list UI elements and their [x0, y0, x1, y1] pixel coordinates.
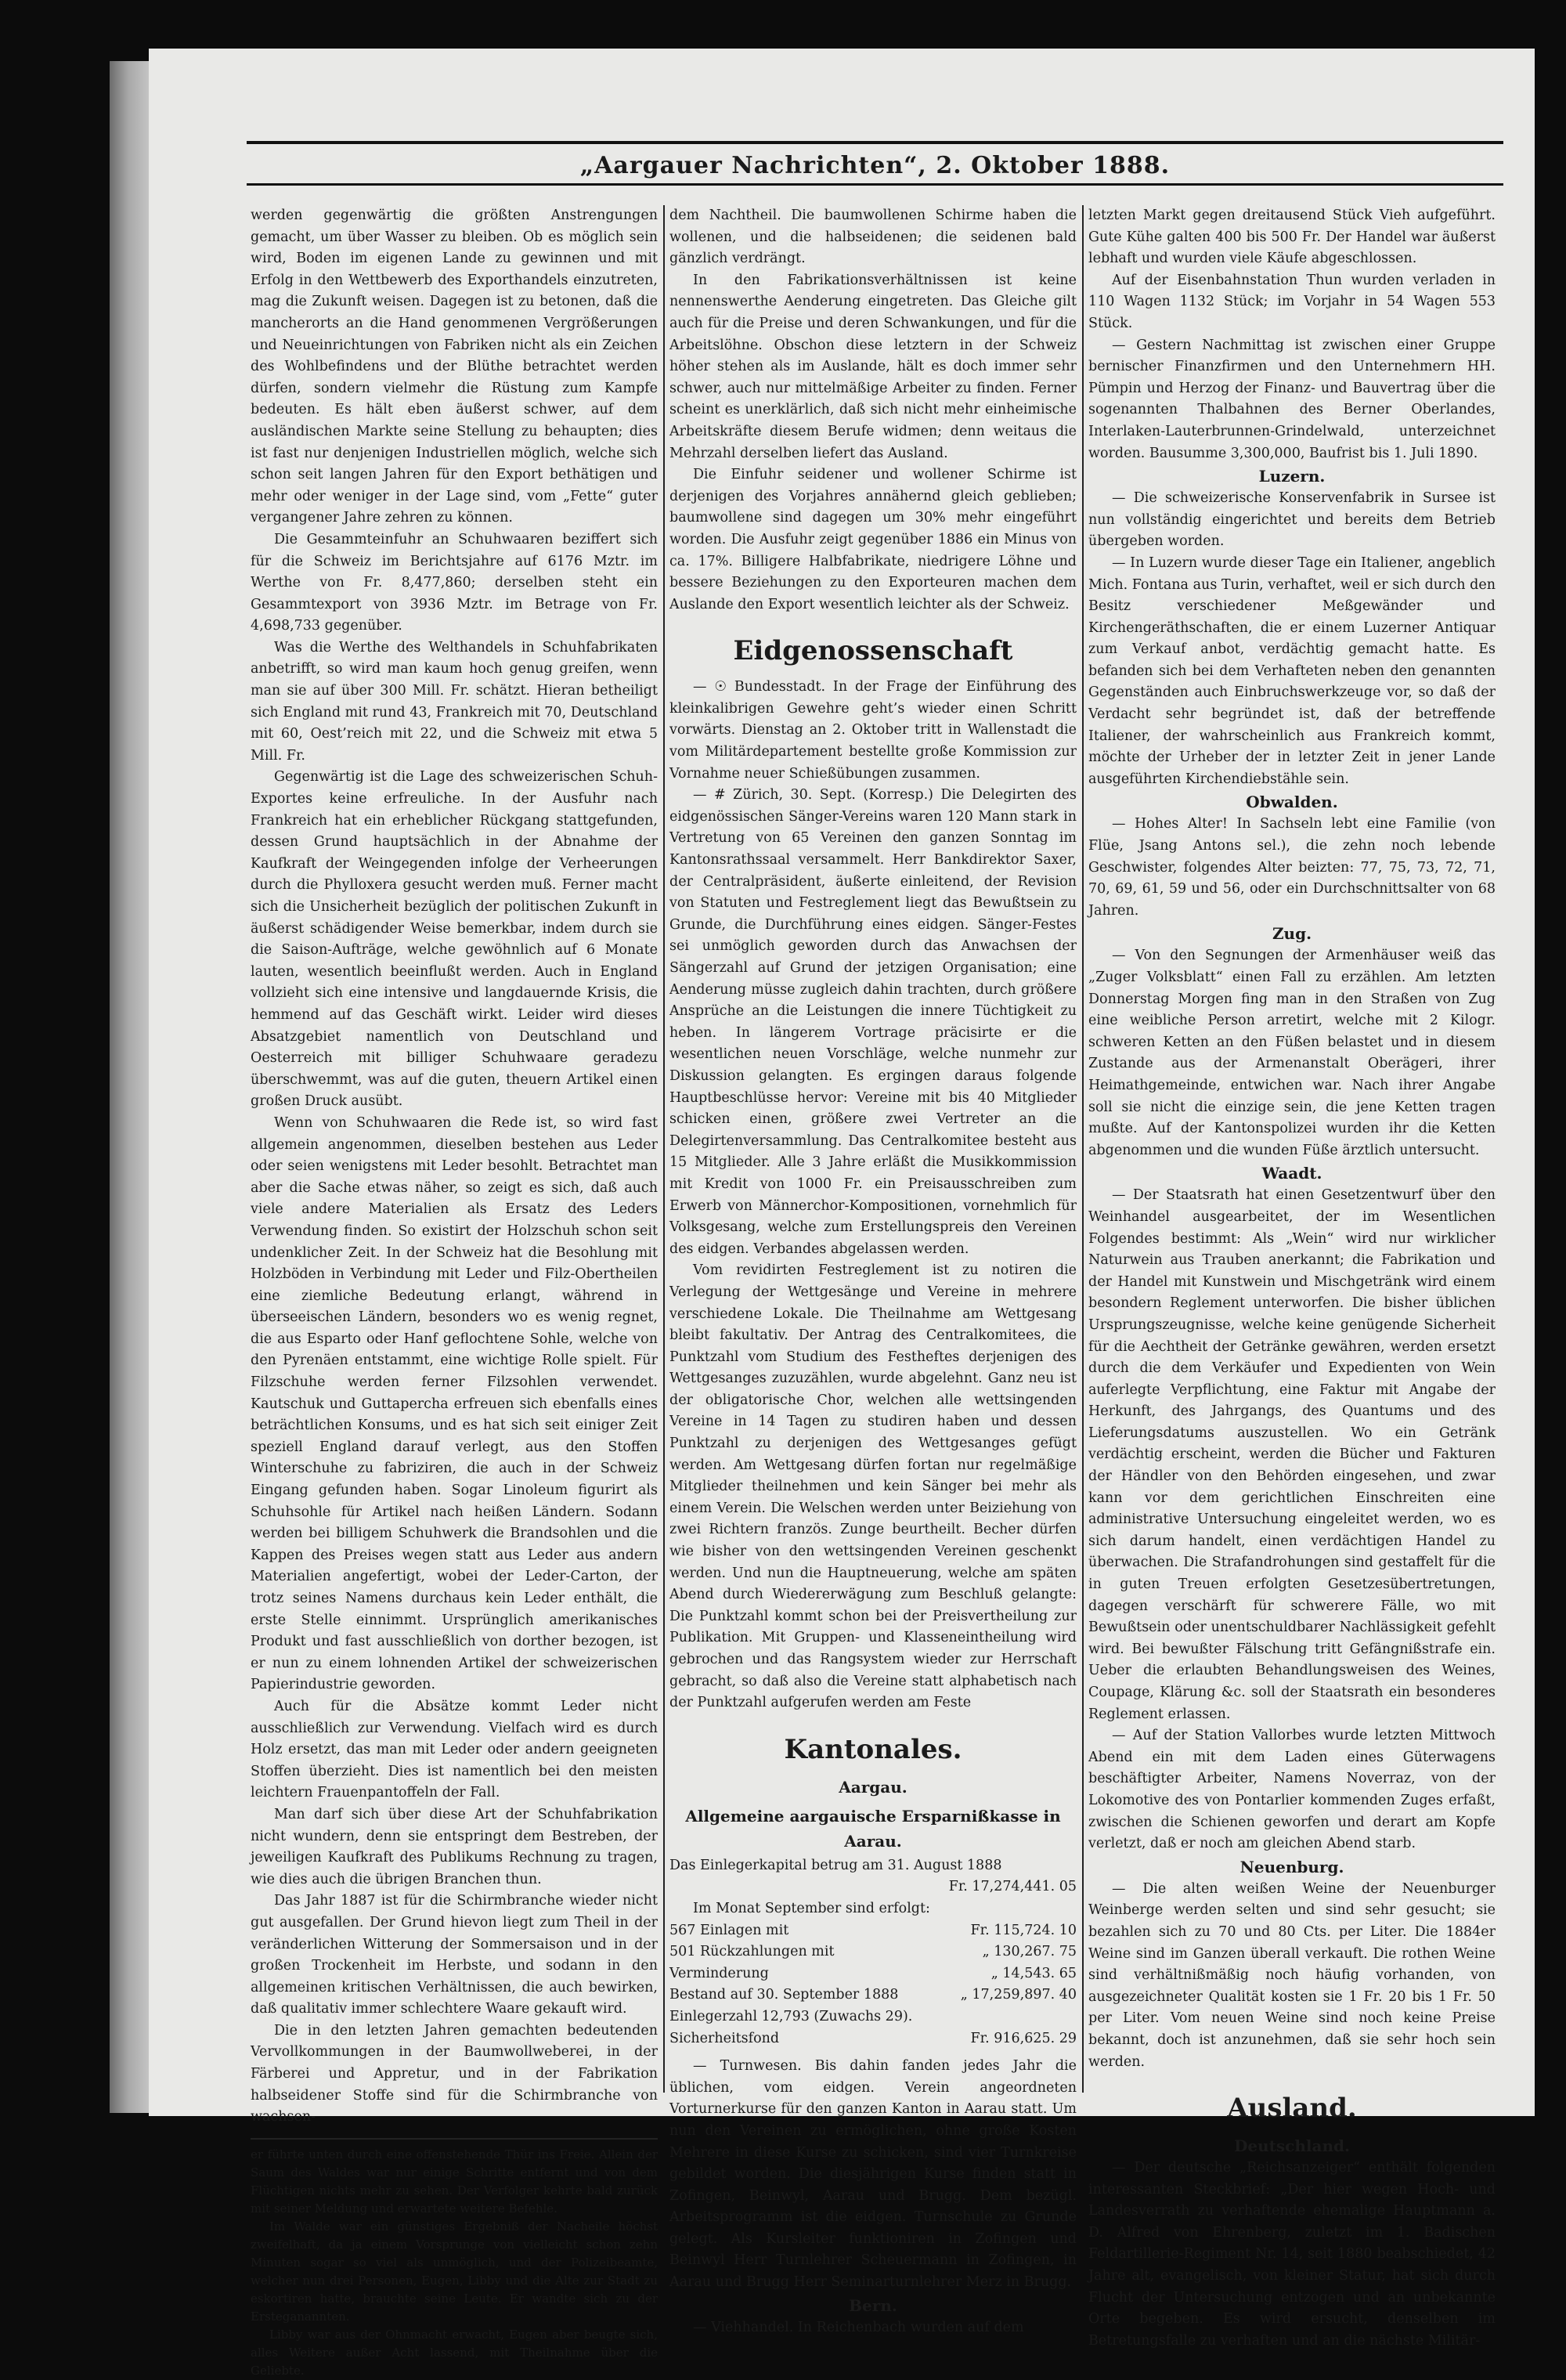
paragraph: — Auf der Station Vallorbes wurde letzten Mittwoch Abend ein mit dem Laden eines Güterwagens beschäftigter Arbeiter, Namens Noverraz, von der Lokomotive des von Pontarlier kommenden Zuges erfaßt, zwischen die Schienen geworfen und derart am Kopfe verletzt, daß er noch am gleichen Abend starb.	[1088, 1728, 1496, 1852]
paragraph: — Viehhandel. In Reichenbach wurden auf dem	[693, 2319, 1024, 2335]
column-3	[1088, 205, 1496, 2349]
newspaper-page	[149, 49, 1535, 2378]
paragraph: Die in den letzten Jahren gemachten bedeutenden Vervollkommungen in der Baumwollweberei, in der Färberei und Appretur, und in der Fabrikation halbseidener Stoffe sind für die Schirmbranche von wachsen-	[251, 2022, 658, 2125]
paragraph: Vom revidirten Festreglement ist zu notiren die Verlegung der Wettgesänge und Vereine in mehrere verschiedene Lokale. Die Theilnahme am Wettgesang bleibt fakultativ. Der Antrag des Centralkomitees, die Punktzahl vom Studium des Festheftes derjenigen des Wettgesanges zuzuzählen, wurde abgelehnt. Ganz neu ist der obligatorische Chor, welchen alle wettsingenden Vereine in 14 Tagen zu studiren haben und dessen Punktzahl zu derjenigen des Wettgesanges gefügt werden. Am Wettgesang dürfen fortan nur regelmäßige Mitglieder theilnehmen und kein Sänger bei mehr als einem Verein. Die Welschen werden unter Beiziehung von zwei Richtern französ. Zunge beurtheilt. Becher dürfen wie bisher von den wettsingenden Vereinen geschenkt werden. Und nun die Hauptneuerung, welche am späten Abend durch Wiedererwägung zum Beschluß gelangte: Die Punktzahl kommt schon bei der Preisvertheilung zur Publikation. Mit Gruppen- und Klasseneintheilung wird gebrochen und das Rangsystem wieder zur Herrschaft gebracht, so daß also die Vereine statt alphabetisch nach der Punktzahl aufgerufen werden am Feste	[669, 1262, 1077, 1711]
paragraph: Das Jahr 1887 ist für die Schirmbranche wieder nicht gut ausgefallen. Der Grund hievon liegt zum Theil in der veränderlichen Witterung der Sommersaison und in der großen Trockenheit im Herbste, und sodann in den allgemeinen kritischen Verhältnissen, die auch bewirken, daß qualitativ immer schlechtere Waare gekauft wird.	[251, 1893, 658, 2017]
paragraph: letzten Markt gegen dreitausend Stück Vieh aufgeführt. Gute Kühe galten 400 bis 500 Fr. Der Handel war äußerst lebhaft und wurden viele Käufe abgeschlossen.	[1088, 208, 1496, 267]
table-row: 501 Rückzahlungen mit „ 130,267. 75	[669, 1944, 1077, 1960]
paragraph: — Von den Segnungen der Armenhäuser weiß das „Zuger Volksblatt“ einen Fall zu erzählen. Am letzten Donnerstag Morgen fing man in den Straßen von Zug eine weibliche Person arretirt, welche mit 2 Kilogr. schweren Ketten an den Füßen belastet und in diesem Zustande aus der Armenanstalt Oberägeri, ihrer Heimathgemeinde, entwichen war. Nach ihrer Angabe soll sie nicht die einzige sein, die jene Ketten tragen mußte. Auf der Kantonspolizei wurden ihr die Ketten abgenommen und die wunden Füße ärztlich untersucht.	[1088, 948, 1496, 1158]
subheading-zug: Zug.	[1272, 924, 1312, 944]
feuilleton-rule	[251, 2138, 658, 2140]
table-row: Bestand auf 30. September 1888 „ 17,259,897. 40	[669, 1987, 1077, 2003]
paragraph: Auf der Eisenbahnstation Thun wurden verladen in 110 Wagen 1132 Stück; im Vorjahr in 54 Wagen 553 Stück.	[1088, 272, 1496, 331]
paragraph: — Die alten weißen Weine der Neuenburger Weinberge werden selten und sind sehr gesucht; sie bezahlen sich zu 70 und 80 Cts. per Liter. Die 1884er Weine sind im Ganzen überall verkauft. Die rothen Weine sind verhältnißmäßig noch häufig vorhanden, von ausgezeichneter Qualität kosten sie 1 Fr. 20 bis 1 Fr. 50 per Liter. Vom neuen Weine sind noch keine Preise bekannt, doch ist anzunehmen, daß sie sehr hoch sein werden.	[1088, 1880, 1496, 2070]
subheading-luzern: Luzern.	[1258, 467, 1326, 486]
column-2	[669, 205, 1077, 2335]
table-row: Im Monat September sind erfolgt:	[693, 1900, 930, 1916]
paragraph: — # Zürich, 30. Sept. (Korresp.) Die Delegirten des eidgenössischen Sänger-Vereins waren 120 Mann stark in Vertretung von 65 Vereinen den ganzen Sonntag im Kantonsrathssaal versammelt. Herr Bankdirektor Saxer, der Centralpräsident, äußerte einleitend, der Revision von Statuten und Festreglement liegt das Bewußtsein zu Grunde, die Durchführung eines eidgen. Sänger-Festes sei unmöglich geworden durch das Anwachsen der Sängerzahl auf Grund der jetzigen Organisation; eine Aenderung müsse zugleich dahin trachten, durch größere Ansprüche an die Leistungen die innere Tüchtigkeit zu heben. In längerem Vortrage präcisirte er die wesentlichen neuen Vorschläge, welche nunmehr zur Diskussion gelangten. Es ergingen daraus folgende Hauptbeschlüsse hervor: Vereine mit bis 40 Mitglieder schicken einen, größere zwei Vertreter an die Delegirtenversammlung. Das Centralkomitee besteht aus 15 Mitglieder. Alle 3 Jahre erläßt die Musikkommission mit Kredit von 1000 Fr. ein Preisausschreiben zum Erwerb von Männerchor-Kompositionen, vornehmlich für Volksgesang, welche zum Erstellungspreis den Vereinen des eidgen. Verbandes abgelassen werden.	[669, 787, 1077, 1257]
paragraph: — Der Staatsrath hat einen Gesetzentwurf über den Weinhandel ausgearbeitet, der im Wesentlichen Folgendes bestimmt: Als „Wein“ wird nur wirklicher Naturwein aus Trauben anerkannt; die Fabrikation und der Handel mit Kunstwein und Mischgetränk wird einem besondern Reglement unterworfen. Die bisher üblichen Ursprungszeugnisse, welche keine genügende Sicherheit für die Aechtheit der Getränke gewähren, werden ersetzt durch die dem Verkäufer und Expedienten von Wein auferlegte Verpflichtung, eine Faktur mit Angabe der Herkunft, des Jahrgangs, des Quantums und des Lieferungsdatums auszustellen. Wo ein Getränk verdächtig erscheint, werden die Bücher und Fakturen der Händler von den Behörden eingesehen, und zwar kann vor dem gerichtlichen Einschreiten eine administrative Untersuchung eingeleitet werden, wo es sich darum handelt, einen verdächtigen Handel zu überwachen. Die Strafandrohungen sind gestaffelt für die in guten Treuen erfolgten Gesetzesübertretungen, dagegen verschärft für schwerere Fälle, wo mit Bewußtsein oder unentschuldbarer Nachlässigkeit gefehlt wird. Bei bewußter Fälschung tritt Gefängnißstrafe ein. Ueber die erlaubten Behandlungsweisen des Weines, Coupage, Klärung &c. soll der Staatsrath ein besonderes Reglement erlassen.	[1088, 1187, 1496, 1722]
paragraph: dem Nachtheil. Die baumwollenen Schirme haben die wollenen, und die halbseidenen; die seidenen bald gänzlich verdrängt.	[669, 208, 1077, 267]
paragraph: Man darf sich über diese Art der Schuhfabrikation nicht wundern, denn sie entspringt dem Bestreben, der jeweiligen Kaufkraft des Publikums Rechnung zu tragen, wie dies auch die übrigen Branchen thun.	[251, 1806, 658, 1887]
paragraph: — Die schweizerische Konservenfabrik in Sursee ist nun vollständig eingerichtet und bereits dem Betrieb übergeben worden.	[1088, 490, 1496, 550]
table-row: Verminderung „ 14,543. 65	[669, 1965, 1077, 1981]
subheading-obwalden: Obwalden.	[1246, 793, 1338, 812]
subheading-neuenburg: Neuenburg.	[1239, 1857, 1344, 1876]
paragraph: Die Einfuhr seidener und wollener Schirme ist derjenigen des Vorjahres annähernd gleich geblieben; baumwollene sind dagegen um 30% mehr eingeführt worden. Die Ausfuhr zeigt gegenüber 1886 ein Minus von ca. 17%. Billigere Halbfabrikate, niedrigere Löhne und bessere Beziehungen zu den Exporteuren machen dem Auslande den Export wesentlich leichter als der Schweiz.	[669, 467, 1077, 612]
subheading-waadt: Waadt.	[1261, 1164, 1322, 1183]
paragraph: — ☉ Bundesstadt. In der Frage der Einführung des kleinkalibrigen Gewehre geht’s wieder einen Schritt vorwärts. Dienstag an 2. Oktober tritt in Wallenstadt die vom Militärdepartement bestellte große Kommission zur Vornahme neuer Schießübungen zusammen.	[669, 679, 1077, 782]
kasse-intro: Das Einlegerkapital betrug am 31. August 1888	[669, 1857, 1002, 1873]
column-divider	[1082, 205, 1084, 2093]
paragraph: In den Fabrikationsverhältnissen ist keine nennenswerthe Aenderung eingetreten. Das Gleiche gilt auch für die Preise und deren Schwankungen, und für die Arbeitslöhne. Obschon diese letztern in der Schweiz höher stehen als im Auslande, hält es doch immer sehr schwer, auch nur mittelmäßige Arbeiter zu finden. Ferner scheint es unerklärlich, daß sich nicht mehr einheimische Arbeitskräfte diesem Berufe widmen; denn weitaus die Mehrzahl derselben liefert das Ausland.	[669, 272, 1077, 461]
subheading-aargau: Aargau.	[839, 1777, 907, 1797]
feuilleton-paragraph: Libby war aus der Ohnmacht erwacht, Eugen aber beugte sich, alles Weitere außer Acht lassend, mit Theilnahme über die Geliebte.	[251, 2327, 658, 2378]
feuilleton-paragraph: er führte unten durch eine offenstehende Thür ins Freie. Allein der Saum des Waldes war nur einige Schritte entfernt und von dem Flüchtigen nichts mehr zu sehen. Der Verfolger kehrte bald zurück mit seiner Meldung und erwartete weitere Befehle.	[251, 2147, 658, 2216]
paragraph: — Hohes Alter! In Sachseln lebt eine Familie (von Flüe, Jsang Antons sel.), die zehn noch lebende Geschwister, folgendes Alter beizten: 77, 75, 73, 72, 71, 70, 69, 61, 59 und 56, oder ein Durchschnittsalter von 68 Jahren.	[1088, 816, 1496, 919]
paragraph: — In Luzern wurde dieser Tage ein Italiener, angeblich Mich. Fontana aus Turin, verhaftet, weil er sich durch den Besitz verschiedener Meßgewänder und Kirchengeräthschaften, die er einem Luzerner Antiquar zum Verkauf anbot, verdächtig gemacht hatte. Es befanden sich bei dem Verhafteten neben den genannten Gegenständen auch Einbruchswerkzeuge vor, so daß der Verdacht sehr begründet ist, daß der betreffende Italiener, der wahrscheinlich aus Frankreich kommt, möchte der Urheber der in letzter Zeit in jener Lande ausgeführten Kirchendiebstähle sein.	[1088, 554, 1496, 787]
masthead: „Aargauer Nachrichten“, 2. Oktober 1888.	[579, 152, 1171, 179]
kasse-title: Allgemeine aargauische Ersparnißkasse in Aarau.	[685, 1806, 1061, 1851]
paragraph: — Der deutsche „Reichsanzeiger“ enthält folgenden interessanten Steckbrief: „Der hier wegen Hoch- und Landesverrath zu verhaftende ehemalige Hauptmann a. D. Alfred von Ehrenberg, zuletzt im 1. Badischen Feldartillerie-Regiment Nr. 14, seit 1880 beabschiedet, 42 Jahre alt, evangelisch, von kleiner Statur, hat sich durch Flucht der Untersuchung entzogen und an unbekannte Orte begeben. Es wird ersucht, denselben im Betretungsfalle zu verhaften und an die nächste Militär-	[1088, 2160, 1496, 2349]
paragraph: Wenn von Schuhwaaren die Rede ist, so wird fast allgemein angenommen, dieselben bestehen aus Leder oder seien wenigstens mit Leder besohlt. Betrachtet man aber die Sache etwas näher, so zeigt es sich, daß auch viele andere Materialien als Ersatz des Leders Verwendung finden. So existirt der Holzschuh schon seit undenklicher Zeit. In der Schweiz hat die Besohlung mit Holzböden in Verbindung mit Leder und Filz-Obertheilen eine ziemliche Bedeutung erlangt, während in überseeischen Ländern, besonders wo es wenig regnet, die aus Esparto oder Hanf geflochtene Sohle, welche von den Pyrenäen entstammt, eine wichtige Rolle spielt. Für Filzschuhe werden ferner Filzsohlen verwendet. Kautschuk und Guttapercha erfreuen sich ebenfalls eines beträchtlichen Konsums, und es hat sich seit einiger Zeit speziell England darauf verlegt, aus den Stoffen Winterschuhe zu fabriziren, die auch in der Schweiz Eingang gefunden haben. Sogar Linoleum figurirt als Schuhsohle für Artikel nach heißen Ländern. Sodann werden bei billigem Schuhwerk die Brandsohlen und die Kappen des Preises wegen statt aus Leder aus andern Materialien angefertigt, wobei der Leder-Carton, der trotz seines Namens durchaus kein Leder enthält, die erste Stelle einnimmt. Ursprünglich amerikanisches Produkt und fast ausschließlich von dorther bezogen, ist er nun zu einem lohnenden Artikel der schweizerischen Papierindustrie geworden.	[251, 1114, 658, 1693]
table-row: Fr. 17,274,441. 05	[948, 1879, 1077, 1895]
paragraph: Gegenwärtig ist die Lage des schweizerischen Schuh-Exportes keine erfreuliche. In der Ausfuhr nach Frankreich hat ein erheblicher Rückgang stattgefunden, dessen Grund hauptsächlich in der Abnahme der Kaufkraft der Weingegenden infolge der Verheerungen durch die Phylloxera gesucht werden muß. Ferner macht sich die Unsicherheit bezüglich der politischen Zukunft in äußerst schädigender Weise bemerkbar, indem durch sie die Saison-Aufträge, welche gewöhnlich auf 6 Monate lauten, wesentlich beeinflußt werden. Auch in England vollzieht sich eine intensive und langdauernde Krisis, die hemmend auf das Geschäft wirkt. Leider wird dieses Absatzgebiet namentlich von Deutschland und Oesterreich mit billiger Schuhwaare geradezu überschwemmt, was auf die guten, theuern Artikel einen großen Druck ausübt.	[251, 769, 658, 1110]
top-rule	[247, 141, 1503, 144]
paragraph: werden gegenwärtig die größten Anstrengungen gemacht, um über Wasser zu bleiben. Ob es möglich sein wird, Boden im eigenen Lande zu gewinnen und mit Erfolg in den Wettbewerb des Exporthandels einzutreten, mag die Zukunft weisen. Dagegen ist zu betonen, daß die mancherorts an die Hand genommenen Vergrößerungen und Neueinrichtungen von Fabriken nicht als ein Zeichen des Wohlbefindens und der Blüthe betrachtet werden dürfen, sondern vielmehr die Rüstung zum Kampfe bedeuten. Es hält eben äußerst schwer, auf dem ausländischen Markte seine Stellung zu behaupten; dies ist fast nur denjenigen Industriellen möglich, welche sich schon seit langen Jahren für den Export bethätigen und mehr oder weniger in der Lage sind, vom „Fette“ guter vergangener Jahre zehren zu können.	[251, 208, 658, 526]
table-row: Sicherheitsfond Fr. 916,625. 29	[669, 2030, 1077, 2046]
header-rule	[247, 183, 1503, 186]
column-divider	[663, 205, 665, 2093]
section-heading-ausland: Ausland.	[1227, 2093, 1357, 2125]
column-1	[251, 205, 658, 2378]
subheading-deutschland: Deutschland.	[1234, 2136, 1350, 2156]
table-row: 567 Einlagen mit Fr. 115,724. 10	[669, 1922, 1077, 1938]
feuilleton	[251, 2146, 658, 2380]
paragraph: Was die Werthe des Welthandels in Schuhfabrikaten anbetrifft, so wird man kaum hoch genug greifen, wenn man sie auf über 300 Mill. Fr. schätzt. Hieran betheiligt sich England mit rund 43, Frankreich mit 70, Deutschland mit 60, Oest’reich mit 22, und die Schweiz mit etwa 5 Mill. Fr.	[251, 639, 658, 764]
table-row: Einlegerzahl 12,793 (Zuwachs 29).	[669, 2008, 913, 2024]
paragraph: Die Gesammteinfuhr an Schuhwaaren beziffert sich für die Schweiz im Berichtsjahre auf 6176 Mztr. im Werthe von Fr. 8,477,860; derselben steht ein Gesammtexport von 3936 Mztr. im Betrage von Fr. 4,698,733 gegenüber.	[251, 531, 658, 634]
paragraph: Auch für die Absätze kommt Leder nicht ausschließlich zur Verwendung. Vielfach wird es durch Holz ersetzt, das man mit Leder oder andern geeigneten Stoffen überzieht. Dies ist namentlich bei den meisten leichtern Frauenpantoffeln der Fall.	[251, 1698, 658, 1801]
subheading-bern: Bern.	[849, 2295, 897, 2315]
paragraph: — Gestern Nachmittag ist zwischen einer Gruppe bernischer Finanzfirmen und den Unternehmern HH. Pümpin und Herzog der Finanz- und Bauvertrag über die sogenannten Thalbahnen des Berner Oberlandes, Interlaken-Lauterbrunnen-Grindelwald, unterzeichnet worden. Bausumme 3,300,000, Baufrist bis 1. Juli 1890.	[1088, 337, 1496, 461]
paragraph: — Turnwesen. Bis dahin fanden jedes Jahr die üblichen, vom eidgen. Verein angeordneten Vorturnerkurse für den ganzen Kanton in Aarau statt. Um nun den Vereinen zu ermöglichen, ohne große Kosten Mehrere in diese Kurse zu schicken, sind vier Turnkreise gebildet worden. Die diesjährigen Kurse finden statt in Zofingen, Beinwyl, Aarau und Brugg. Dem bezügl. Arbeitsprogramm ist die eidgen. Turnschule zu Grunde gelegt. Als Kursleiter funktioniren in Zofingen und Beinwyl Herr Turnlehrer Scheuermann in Zofingen, in Aarau und Brugg Herr Seminarturnlehrer Merz in Brugg.	[669, 2058, 1077, 2291]
kasse-table	[669, 1855, 1077, 2050]
feuilleton-paragraph: Im Walde war ein günstiges Ergebniß der Nacheile höchst zweifelhaft, da ja einem Vorsprunge von vielleicht schon zehn Minuten sogar so viel als unmöglich, und der Polizeibeamte, welcher nun drei Personen, Eugen, Libby und die Alte zur Stadt zu eskortiren hatte, brauchte seine Leute. Er wandte sich zu der Ersteganannten.	[251, 2219, 658, 2324]
section-heading-kantonales: Kantonales.	[784, 1733, 962, 1765]
section-heading-eidgenossenschaft: Eidgenossenschaft	[733, 635, 1013, 667]
